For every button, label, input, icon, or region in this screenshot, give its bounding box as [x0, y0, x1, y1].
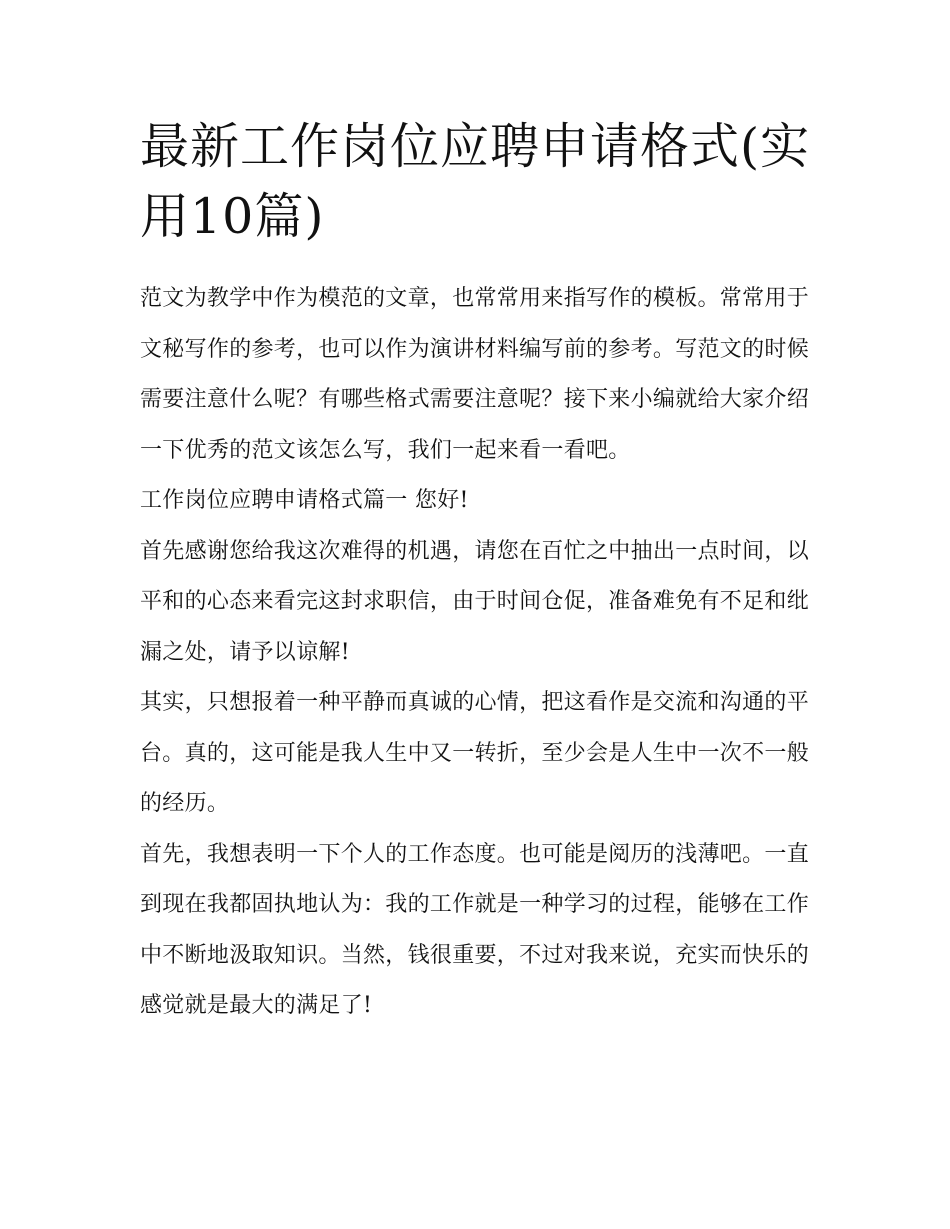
paragraph-intro: 范文为教学中作为模范的文章，也常常用来指写作的模板。常常用于文秘写作的参考，也可以作为演讲材料编写前的参考。写范文的时候需要注意什么呢？有哪些格式需要注意呢？接下来小编就给大家介绍一下优秀的范文该怎么写，我们一起来看一看吧。 — [140, 286, 810, 463]
document-body — [140, 112, 816, 1032]
paragraph-thanks: 首先感谢您给我这次难得的机遇，请您在百忙之中抽出一点时间，以平和的心态来看完这封求职信，由于时间仓促，准备难免有不足和纰漏之处，请予以谅解! — [140, 538, 810, 665]
document-title: 最新工作岗位应聘申请格式(实用10篇) — [140, 118, 811, 245]
paragraph-attitude-intro: 其实，只想报着一种平静而真诚的心情，把这看作是交流和沟通的平台。真的，这可能是我人生中又一转折，至少会是人生中一次不一般的经历。 — [140, 690, 810, 816]
paragraph-work-attitude: 首先，我想表明一下个人的工作态度。也可能是阅历的浅薄吧。一直到现在我都固执地认为：我的工作就是一种学习的过程，能够在工作中不断地汲取知识。当然，钱很重要，不过对我来说，充实而快乐的感觉就是最大的满足了! — [140, 841, 810, 1018]
paragraph-greeting: 工作岗位应聘申请格式篇一 您好! — [140, 488, 469, 513]
